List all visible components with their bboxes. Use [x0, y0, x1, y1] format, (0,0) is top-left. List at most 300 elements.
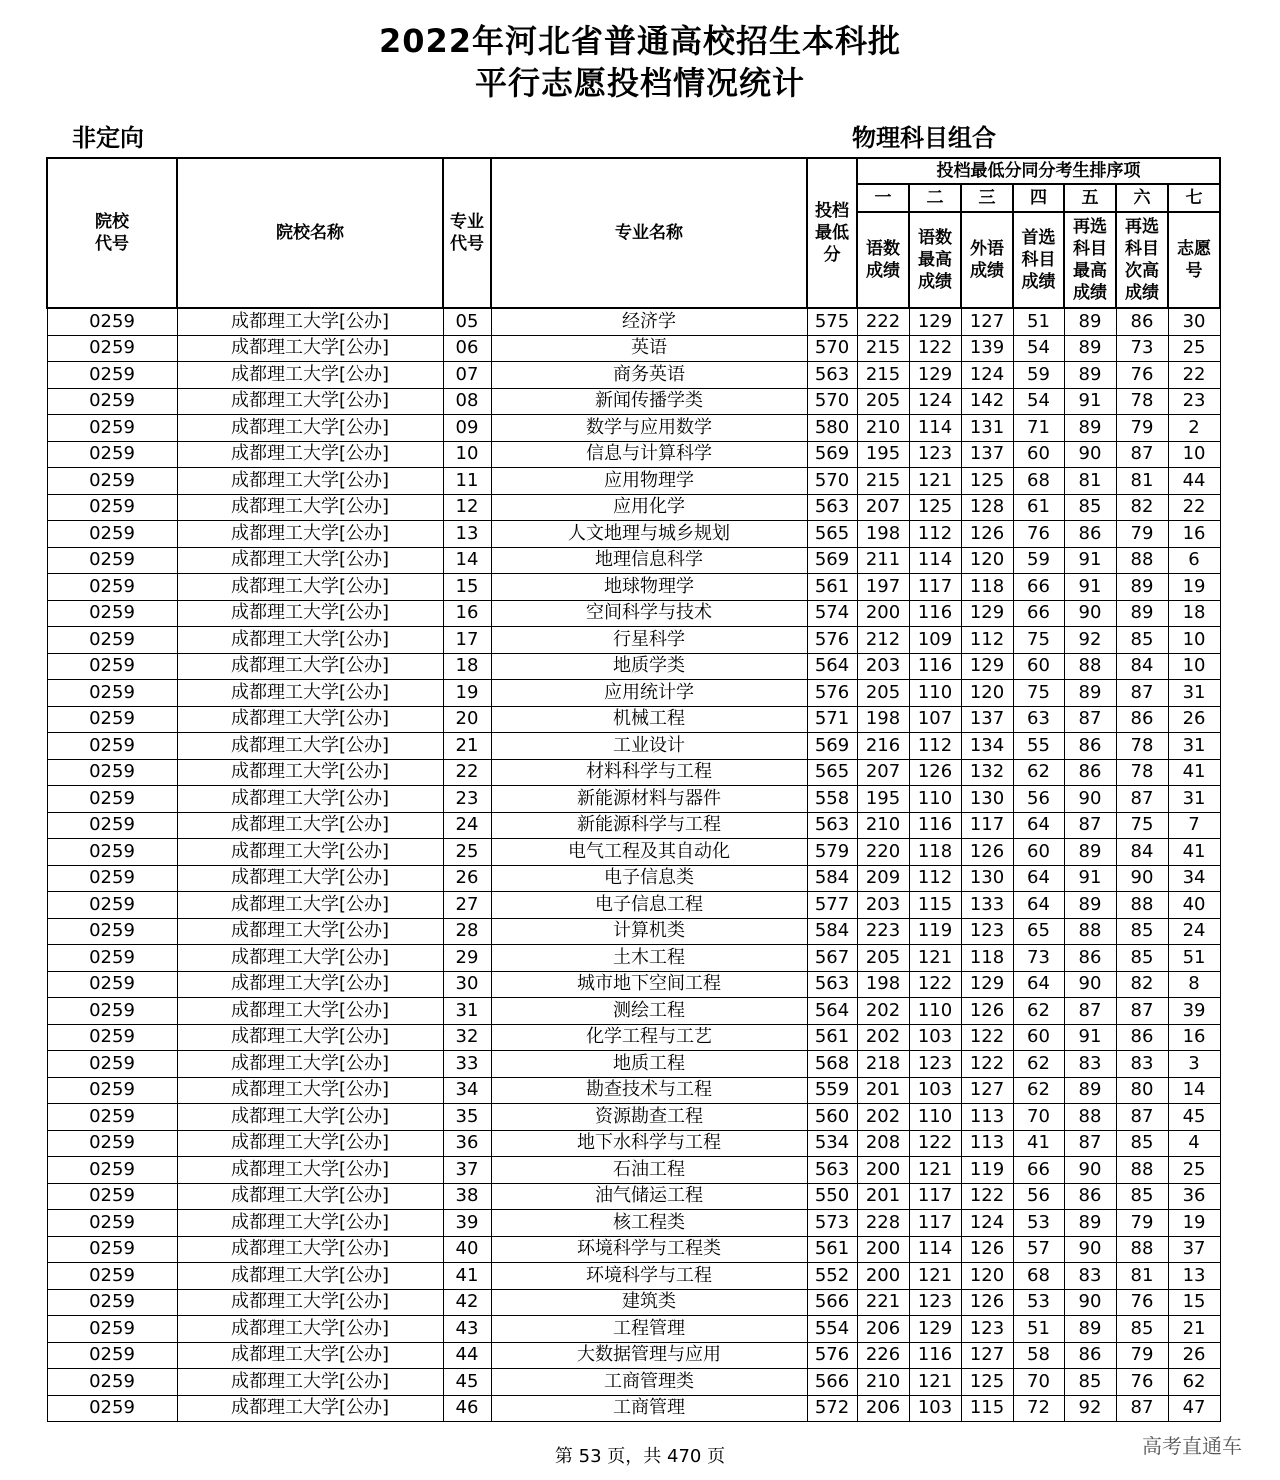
chinese-math-max-cell: 119 [909, 918, 961, 945]
chinese-math-max-cell: 126 [909, 759, 961, 786]
college-name-cell: 成都理工大学[公办] [177, 415, 443, 442]
college-name-cell: 成都理工大学[公办] [177, 839, 443, 866]
major-code-cell: 37 [443, 1157, 491, 1184]
chinese-math-cell: 201 [857, 1077, 909, 1104]
major-name-cell: 工程管理 [491, 1316, 807, 1343]
min-score-cell: 571 [807, 706, 857, 733]
major-name-cell: 英语 [491, 335, 807, 362]
major-name-cell: 工商管理类 [491, 1369, 807, 1396]
college-name-cell: 成都理工大学[公办] [177, 945, 443, 972]
min-score-cell: 563 [807, 971, 857, 998]
major-name-cell: 勘查技术与工程 [491, 1077, 807, 1104]
min-score-cell: 584 [807, 918, 857, 945]
foreign-lang-cell: 126 [961, 1289, 1013, 1316]
chinese-math-max-cell: 122 [909, 971, 961, 998]
reselect-max-cell: 89 [1064, 1210, 1116, 1237]
reselect-second-cell: 85 [1116, 1130, 1168, 1157]
header-college-name: 院校名称 [177, 158, 443, 308]
table-row [47, 547, 1220, 574]
header-tiebreak-item: 外语成绩 [961, 212, 1013, 308]
choice-number-cell: 41 [1168, 759, 1220, 786]
foreign-lang-cell: 123 [961, 1316, 1013, 1343]
foreign-lang-cell: 126 [961, 1236, 1013, 1263]
foreign-lang-cell: 122 [961, 1024, 1013, 1051]
reselect-second-cell: 85 [1116, 918, 1168, 945]
min-score-cell: 569 [807, 547, 857, 574]
college-code-cell: 0259 [47, 574, 177, 601]
college-name-cell: 成都理工大学[公办] [177, 574, 443, 601]
choice-number-cell: 18 [1168, 600, 1220, 627]
college-name-cell: 成都理工大学[公办] [177, 627, 443, 654]
header-tiebreak-group: 投档最低分同分考生排序项 [857, 158, 1220, 184]
major-name-cell: 地理信息科学 [491, 547, 807, 574]
college-code-cell: 0259 [47, 1395, 177, 1422]
college-code-cell: 0259 [47, 1289, 177, 1316]
reselect-max-cell: 86 [1064, 945, 1116, 972]
min-score-cell: 569 [807, 733, 857, 760]
major-code-cell: 38 [443, 1183, 491, 1210]
first-subject-cell: 60 [1013, 1024, 1064, 1051]
chinese-math-cell: 205 [857, 388, 909, 415]
reselect-second-cell: 76 [1116, 362, 1168, 389]
major-name-cell: 数学与应用数学 [491, 415, 807, 442]
major-code-cell: 45 [443, 1369, 491, 1396]
foreign-lang-cell: 133 [961, 892, 1013, 919]
chinese-math-cell: 223 [857, 918, 909, 945]
foreign-lang-cell: 126 [961, 521, 1013, 548]
first-subject-cell: 60 [1013, 441, 1064, 468]
major-code-cell: 40 [443, 1236, 491, 1263]
first-subject-cell: 70 [1013, 1369, 1064, 1396]
college-code-cell: 0259 [47, 1051, 177, 1078]
header-major-name: 专业名称 [491, 158, 807, 308]
major-name-cell: 地下水科学与工程 [491, 1130, 807, 1157]
major-name-cell: 地质学类 [491, 653, 807, 680]
min-score-cell: 572 [807, 1395, 857, 1422]
foreign-lang-cell: 122 [961, 1051, 1013, 1078]
reselect-max-cell: 91 [1064, 388, 1116, 415]
college-code-cell: 0259 [47, 494, 177, 521]
reselect-max-cell: 89 [1064, 335, 1116, 362]
chinese-math-max-cell: 110 [909, 786, 961, 813]
first-subject-cell: 68 [1013, 1263, 1064, 1290]
college-code-cell: 0259 [47, 1369, 177, 1396]
chinese-math-max-cell: 129 [909, 1316, 961, 1343]
major-code-cell: 43 [443, 1316, 491, 1343]
foreign-lang-cell: 118 [961, 945, 1013, 972]
table-row [47, 1104, 1220, 1131]
reselect-second-cell: 76 [1116, 1289, 1168, 1316]
college-name-cell: 成都理工大学[公办] [177, 892, 443, 919]
major-code-cell: 44 [443, 1342, 491, 1369]
choice-number-cell: 10 [1168, 627, 1220, 654]
reselect-max-cell: 90 [1064, 786, 1116, 813]
major-code-cell: 31 [443, 998, 491, 1025]
table-row [47, 1130, 1220, 1157]
table-row [47, 653, 1220, 680]
reselect-max-cell: 86 [1064, 521, 1116, 548]
chinese-math-max-cell: 112 [909, 865, 961, 892]
min-score-cell: 567 [807, 945, 857, 972]
major-name-cell: 应用统计学 [491, 680, 807, 707]
reselect-second-cell: 84 [1116, 653, 1168, 680]
reselect-second-cell: 87 [1116, 998, 1168, 1025]
reselect-second-cell: 87 [1116, 1104, 1168, 1131]
table-row [47, 1316, 1220, 1343]
table-row [47, 415, 1220, 442]
foreign-lang-cell: 129 [961, 600, 1013, 627]
chinese-math-max-cell: 110 [909, 998, 961, 1025]
reselect-second-cell: 88 [1116, 547, 1168, 574]
reselect-max-cell: 89 [1064, 415, 1116, 442]
college-code-cell: 0259 [47, 308, 177, 335]
reselect-max-cell: 91 [1064, 574, 1116, 601]
table-row [47, 759, 1220, 786]
chinese-math-cell: 201 [857, 1183, 909, 1210]
choice-number-cell: 2 [1168, 415, 1220, 442]
chinese-math-cell: 202 [857, 1104, 909, 1131]
reselect-second-cell: 81 [1116, 468, 1168, 495]
major-code-cell: 39 [443, 1210, 491, 1237]
reselect-second-cell: 85 [1116, 945, 1168, 972]
choice-number-cell: 34 [1168, 865, 1220, 892]
major-name-cell: 核工程类 [491, 1210, 807, 1237]
major-code-cell: 34 [443, 1077, 491, 1104]
reselect-max-cell: 88 [1064, 918, 1116, 945]
choice-number-cell: 36 [1168, 1183, 1220, 1210]
major-name-cell: 机械工程 [491, 706, 807, 733]
chinese-math-cell: 216 [857, 733, 909, 760]
foreign-lang-cell: 132 [961, 759, 1013, 786]
choice-number-cell: 10 [1168, 653, 1220, 680]
foreign-lang-cell: 125 [961, 1369, 1013, 1396]
college-name-cell: 成都理工大学[公办] [177, 918, 443, 945]
reselect-max-cell: 87 [1064, 998, 1116, 1025]
first-subject-cell: 51 [1013, 308, 1064, 335]
header-order-2: 二 [909, 184, 961, 212]
major-code-cell: 42 [443, 1289, 491, 1316]
foreign-lang-cell: 113 [961, 1130, 1013, 1157]
reselect-max-cell: 89 [1064, 892, 1116, 919]
table-row [47, 839, 1220, 866]
chinese-math-cell: 215 [857, 362, 909, 389]
major-name-cell: 石油工程 [491, 1157, 807, 1184]
chinese-math-cell: 202 [857, 998, 909, 1025]
first-subject-cell: 62 [1013, 759, 1064, 786]
first-subject-cell: 51 [1013, 1316, 1064, 1343]
table-row [47, 1077, 1220, 1104]
chinese-math-cell: 203 [857, 892, 909, 919]
first-subject-cell: 54 [1013, 335, 1064, 362]
chinese-math-max-cell: 123 [909, 441, 961, 468]
chinese-math-cell: 215 [857, 468, 909, 495]
reselect-max-cell: 85 [1064, 1369, 1116, 1396]
first-subject-cell: 60 [1013, 653, 1064, 680]
college-code-cell: 0259 [47, 653, 177, 680]
choice-number-cell: 25 [1168, 1157, 1220, 1184]
first-subject-cell: 63 [1013, 706, 1064, 733]
choice-number-cell: 15 [1168, 1289, 1220, 1316]
min-score-cell: 569 [807, 441, 857, 468]
college-name-cell: 成都理工大学[公办] [177, 1024, 443, 1051]
major-name-cell: 工业设计 [491, 733, 807, 760]
college-name-cell: 成都理工大学[公办] [177, 971, 443, 998]
first-subject-cell: 68 [1013, 468, 1064, 495]
table-row [47, 998, 1220, 1025]
college-name-cell: 成都理工大学[公办] [177, 362, 443, 389]
major-code-cell: 22 [443, 759, 491, 786]
reselect-second-cell: 85 [1116, 1183, 1168, 1210]
major-name-cell: 空间科学与技术 [491, 600, 807, 627]
min-score-cell: 561 [807, 574, 857, 601]
reselect-max-cell: 88 [1064, 1104, 1116, 1131]
header-order-7: 七 [1168, 184, 1220, 212]
chinese-math-max-cell: 121 [909, 945, 961, 972]
chinese-math-cell: 220 [857, 839, 909, 866]
foreign-lang-cell: 120 [961, 547, 1013, 574]
major-name-cell: 材料科学与工程 [491, 759, 807, 786]
college-name-cell: 成都理工大学[公办] [177, 388, 443, 415]
college-name-cell: 成都理工大学[公办] [177, 335, 443, 362]
foreign-lang-cell: 112 [961, 627, 1013, 654]
major-code-cell: 13 [443, 521, 491, 548]
college-name-cell: 成都理工大学[公办] [177, 1130, 443, 1157]
choice-number-cell: 19 [1168, 574, 1220, 601]
foreign-lang-cell: 117 [961, 812, 1013, 839]
foreign-lang-cell: 130 [961, 786, 1013, 813]
min-score-cell: 559 [807, 1077, 857, 1104]
choice-number-cell: 40 [1168, 892, 1220, 919]
college-code-cell: 0259 [47, 362, 177, 389]
college-code-cell: 0259 [47, 759, 177, 786]
reselect-max-cell: 86 [1064, 733, 1116, 760]
major-name-cell: 地球物理学 [491, 574, 807, 601]
min-score-cell: 573 [807, 1210, 857, 1237]
reselect-max-cell: 90 [1064, 1157, 1116, 1184]
reselect-max-cell: 88 [1064, 653, 1116, 680]
major-name-cell: 工商管理 [491, 1395, 807, 1422]
college-name-cell: 成都理工大学[公办] [177, 706, 443, 733]
first-subject-cell: 66 [1013, 574, 1064, 601]
table-row [47, 1236, 1220, 1263]
table-row [47, 1024, 1220, 1051]
table-row [47, 468, 1220, 495]
major-name-cell: 电子信息类 [491, 865, 807, 892]
reselect-max-cell: 90 [1064, 1236, 1116, 1263]
major-name-cell: 行星科学 [491, 627, 807, 654]
college-code-cell: 0259 [47, 468, 177, 495]
reselect-max-cell: 91 [1064, 1024, 1116, 1051]
first-subject-cell: 60 [1013, 839, 1064, 866]
chinese-math-cell: 206 [857, 1395, 909, 1422]
major-name-cell: 化学工程与工艺 [491, 1024, 807, 1051]
choice-number-cell: 30 [1168, 308, 1220, 335]
min-score-cell: 576 [807, 680, 857, 707]
chinese-math-cell: 202 [857, 1024, 909, 1051]
first-subject-cell: 54 [1013, 388, 1064, 415]
table-row [47, 308, 1220, 335]
reselect-max-cell: 86 [1064, 759, 1116, 786]
major-name-cell: 环境科学与工程 [491, 1263, 807, 1290]
chinese-math-cell: 210 [857, 812, 909, 839]
reselect-max-cell: 89 [1064, 680, 1116, 707]
chinese-math-max-cell: 116 [909, 1342, 961, 1369]
major-code-cell: 19 [443, 680, 491, 707]
foreign-lang-cell: 139 [961, 335, 1013, 362]
college-name-cell: 成都理工大学[公办] [177, 1395, 443, 1422]
college-name-cell: 成都理工大学[公办] [177, 653, 443, 680]
college-code-cell: 0259 [47, 1157, 177, 1184]
chinese-math-max-cell: 122 [909, 1130, 961, 1157]
chinese-math-cell: 222 [857, 308, 909, 335]
college-code-cell: 0259 [47, 1104, 177, 1131]
reselect-second-cell: 82 [1116, 494, 1168, 521]
chinese-math-max-cell: 116 [909, 812, 961, 839]
first-subject-cell: 62 [1013, 998, 1064, 1025]
first-subject-cell: 62 [1013, 1077, 1064, 1104]
college-code-cell: 0259 [47, 1024, 177, 1051]
min-score-cell: 580 [807, 415, 857, 442]
reselect-max-cell: 83 [1064, 1263, 1116, 1290]
college-name-cell: 成都理工大学[公办] [177, 1077, 443, 1104]
foreign-lang-cell: 127 [961, 1342, 1013, 1369]
foreign-lang-cell: 118 [961, 574, 1013, 601]
first-subject-cell: 59 [1013, 547, 1064, 574]
major-name-cell: 新能源科学与工程 [491, 812, 807, 839]
first-subject-cell: 64 [1013, 812, 1064, 839]
reselect-max-cell: 91 [1064, 865, 1116, 892]
choice-number-cell: 44 [1168, 468, 1220, 495]
header-tiebreak-item: 志愿号 [1168, 212, 1220, 308]
chinese-math-cell: 200 [857, 600, 909, 627]
major-code-cell: 09 [443, 415, 491, 442]
chinese-math-max-cell: 116 [909, 653, 961, 680]
reselect-second-cell: 84 [1116, 839, 1168, 866]
reselect-max-cell: 89 [1064, 1316, 1116, 1343]
header-tiebreak-item: 首选科目成绩 [1013, 212, 1064, 308]
choice-number-cell: 14 [1168, 1077, 1220, 1104]
chinese-math-max-cell: 103 [909, 1024, 961, 1051]
header-order-1: 一 [857, 184, 909, 212]
college-name-cell: 成都理工大学[公办] [177, 1236, 443, 1263]
college-code-cell: 0259 [47, 680, 177, 707]
reselect-second-cell: 78 [1116, 759, 1168, 786]
college-code-cell: 0259 [47, 892, 177, 919]
header-major-code: 专业代号 [443, 158, 491, 308]
major-code-cell: 05 [443, 308, 491, 335]
table-row [47, 362, 1220, 389]
first-subject-cell: 72 [1013, 1395, 1064, 1422]
major-name-cell: 商务英语 [491, 362, 807, 389]
reselect-max-cell: 91 [1064, 547, 1116, 574]
major-name-cell: 计算机类 [491, 918, 807, 945]
major-code-cell: 18 [443, 653, 491, 680]
foreign-lang-cell: 129 [961, 653, 1013, 680]
first-subject-cell: 70 [1013, 1104, 1064, 1131]
chinese-math-cell: 207 [857, 494, 909, 521]
foreign-lang-cell: 115 [961, 1395, 1013, 1422]
table-row [47, 865, 1220, 892]
chinese-math-max-cell: 112 [909, 733, 961, 760]
college-name-cell: 成都理工大学[公办] [177, 998, 443, 1025]
page-subtitle: 平行志愿投档情况统计 [474, 64, 805, 102]
choice-number-cell: 26 [1168, 706, 1220, 733]
reselect-second-cell: 73 [1116, 335, 1168, 362]
header-tiebreak-item: 再选科目次高成绩 [1116, 212, 1168, 308]
table-row [47, 945, 1220, 972]
chinese-math-max-cell: 112 [909, 521, 961, 548]
choice-number-cell: 8 [1168, 971, 1220, 998]
choice-number-cell: 7 [1168, 812, 1220, 839]
first-subject-cell: 56 [1013, 1183, 1064, 1210]
reselect-second-cell: 90 [1116, 865, 1168, 892]
min-score-cell: 570 [807, 468, 857, 495]
chinese-math-cell: 207 [857, 759, 909, 786]
chinese-math-max-cell: 117 [909, 1183, 961, 1210]
major-name-cell: 应用物理学 [491, 468, 807, 495]
reselect-max-cell: 90 [1064, 971, 1116, 998]
min-score-cell: 579 [807, 839, 857, 866]
chinese-math-cell: 197 [857, 574, 909, 601]
first-subject-cell: 64 [1013, 892, 1064, 919]
chinese-math-max-cell: 103 [909, 1395, 961, 1422]
min-score-cell: 575 [807, 308, 857, 335]
chinese-math-cell: 200 [857, 1157, 909, 1184]
min-score-cell: 564 [807, 653, 857, 680]
major-code-cell: 12 [443, 494, 491, 521]
foreign-lang-cell: 119 [961, 1157, 1013, 1184]
major-name-cell: 电子信息工程 [491, 892, 807, 919]
choice-number-cell: 23 [1168, 388, 1220, 415]
chinese-math-cell: 195 [857, 786, 909, 813]
reselect-max-cell: 92 [1064, 1395, 1116, 1422]
chinese-math-max-cell: 107 [909, 706, 961, 733]
reselect-second-cell: 85 [1116, 627, 1168, 654]
table-row [47, 1342, 1220, 1369]
reselect-second-cell: 78 [1116, 388, 1168, 415]
reselect-max-cell: 86 [1064, 1183, 1116, 1210]
chinese-math-cell: 210 [857, 1369, 909, 1396]
choice-number-cell: 31 [1168, 733, 1220, 760]
table-row [47, 1395, 1220, 1422]
college-name-cell: 成都理工大学[公办] [177, 468, 443, 495]
chinese-math-max-cell: 125 [909, 494, 961, 521]
choice-number-cell: 16 [1168, 521, 1220, 548]
min-score-cell: 550 [807, 1183, 857, 1210]
college-code-cell: 0259 [47, 812, 177, 839]
college-code-cell: 0259 [47, 1183, 177, 1210]
min-score-cell: 552 [807, 1263, 857, 1290]
header-tiebreak-item: 语数成绩 [857, 212, 909, 308]
min-score-cell: 561 [807, 1236, 857, 1263]
major-code-cell: 28 [443, 918, 491, 945]
foreign-lang-cell: 127 [961, 308, 1013, 335]
college-name-cell: 成都理工大学[公办] [177, 1342, 443, 1369]
reselect-max-cell: 89 [1064, 362, 1116, 389]
major-code-cell: 24 [443, 812, 491, 839]
choice-number-cell: 4 [1168, 1130, 1220, 1157]
chinese-math-cell: 221 [857, 1289, 909, 1316]
min-score-cell: 563 [807, 362, 857, 389]
choice-number-cell: 22 [1168, 494, 1220, 521]
foreign-lang-cell: 122 [961, 1183, 1013, 1210]
header-college-code: 院校代号 [47, 158, 177, 308]
college-name-cell: 成都理工大学[公办] [177, 308, 443, 335]
college-code-cell: 0259 [47, 1236, 177, 1263]
college-code-cell: 0259 [47, 1077, 177, 1104]
foreign-lang-cell: 131 [961, 415, 1013, 442]
college-code-cell: 0259 [47, 547, 177, 574]
